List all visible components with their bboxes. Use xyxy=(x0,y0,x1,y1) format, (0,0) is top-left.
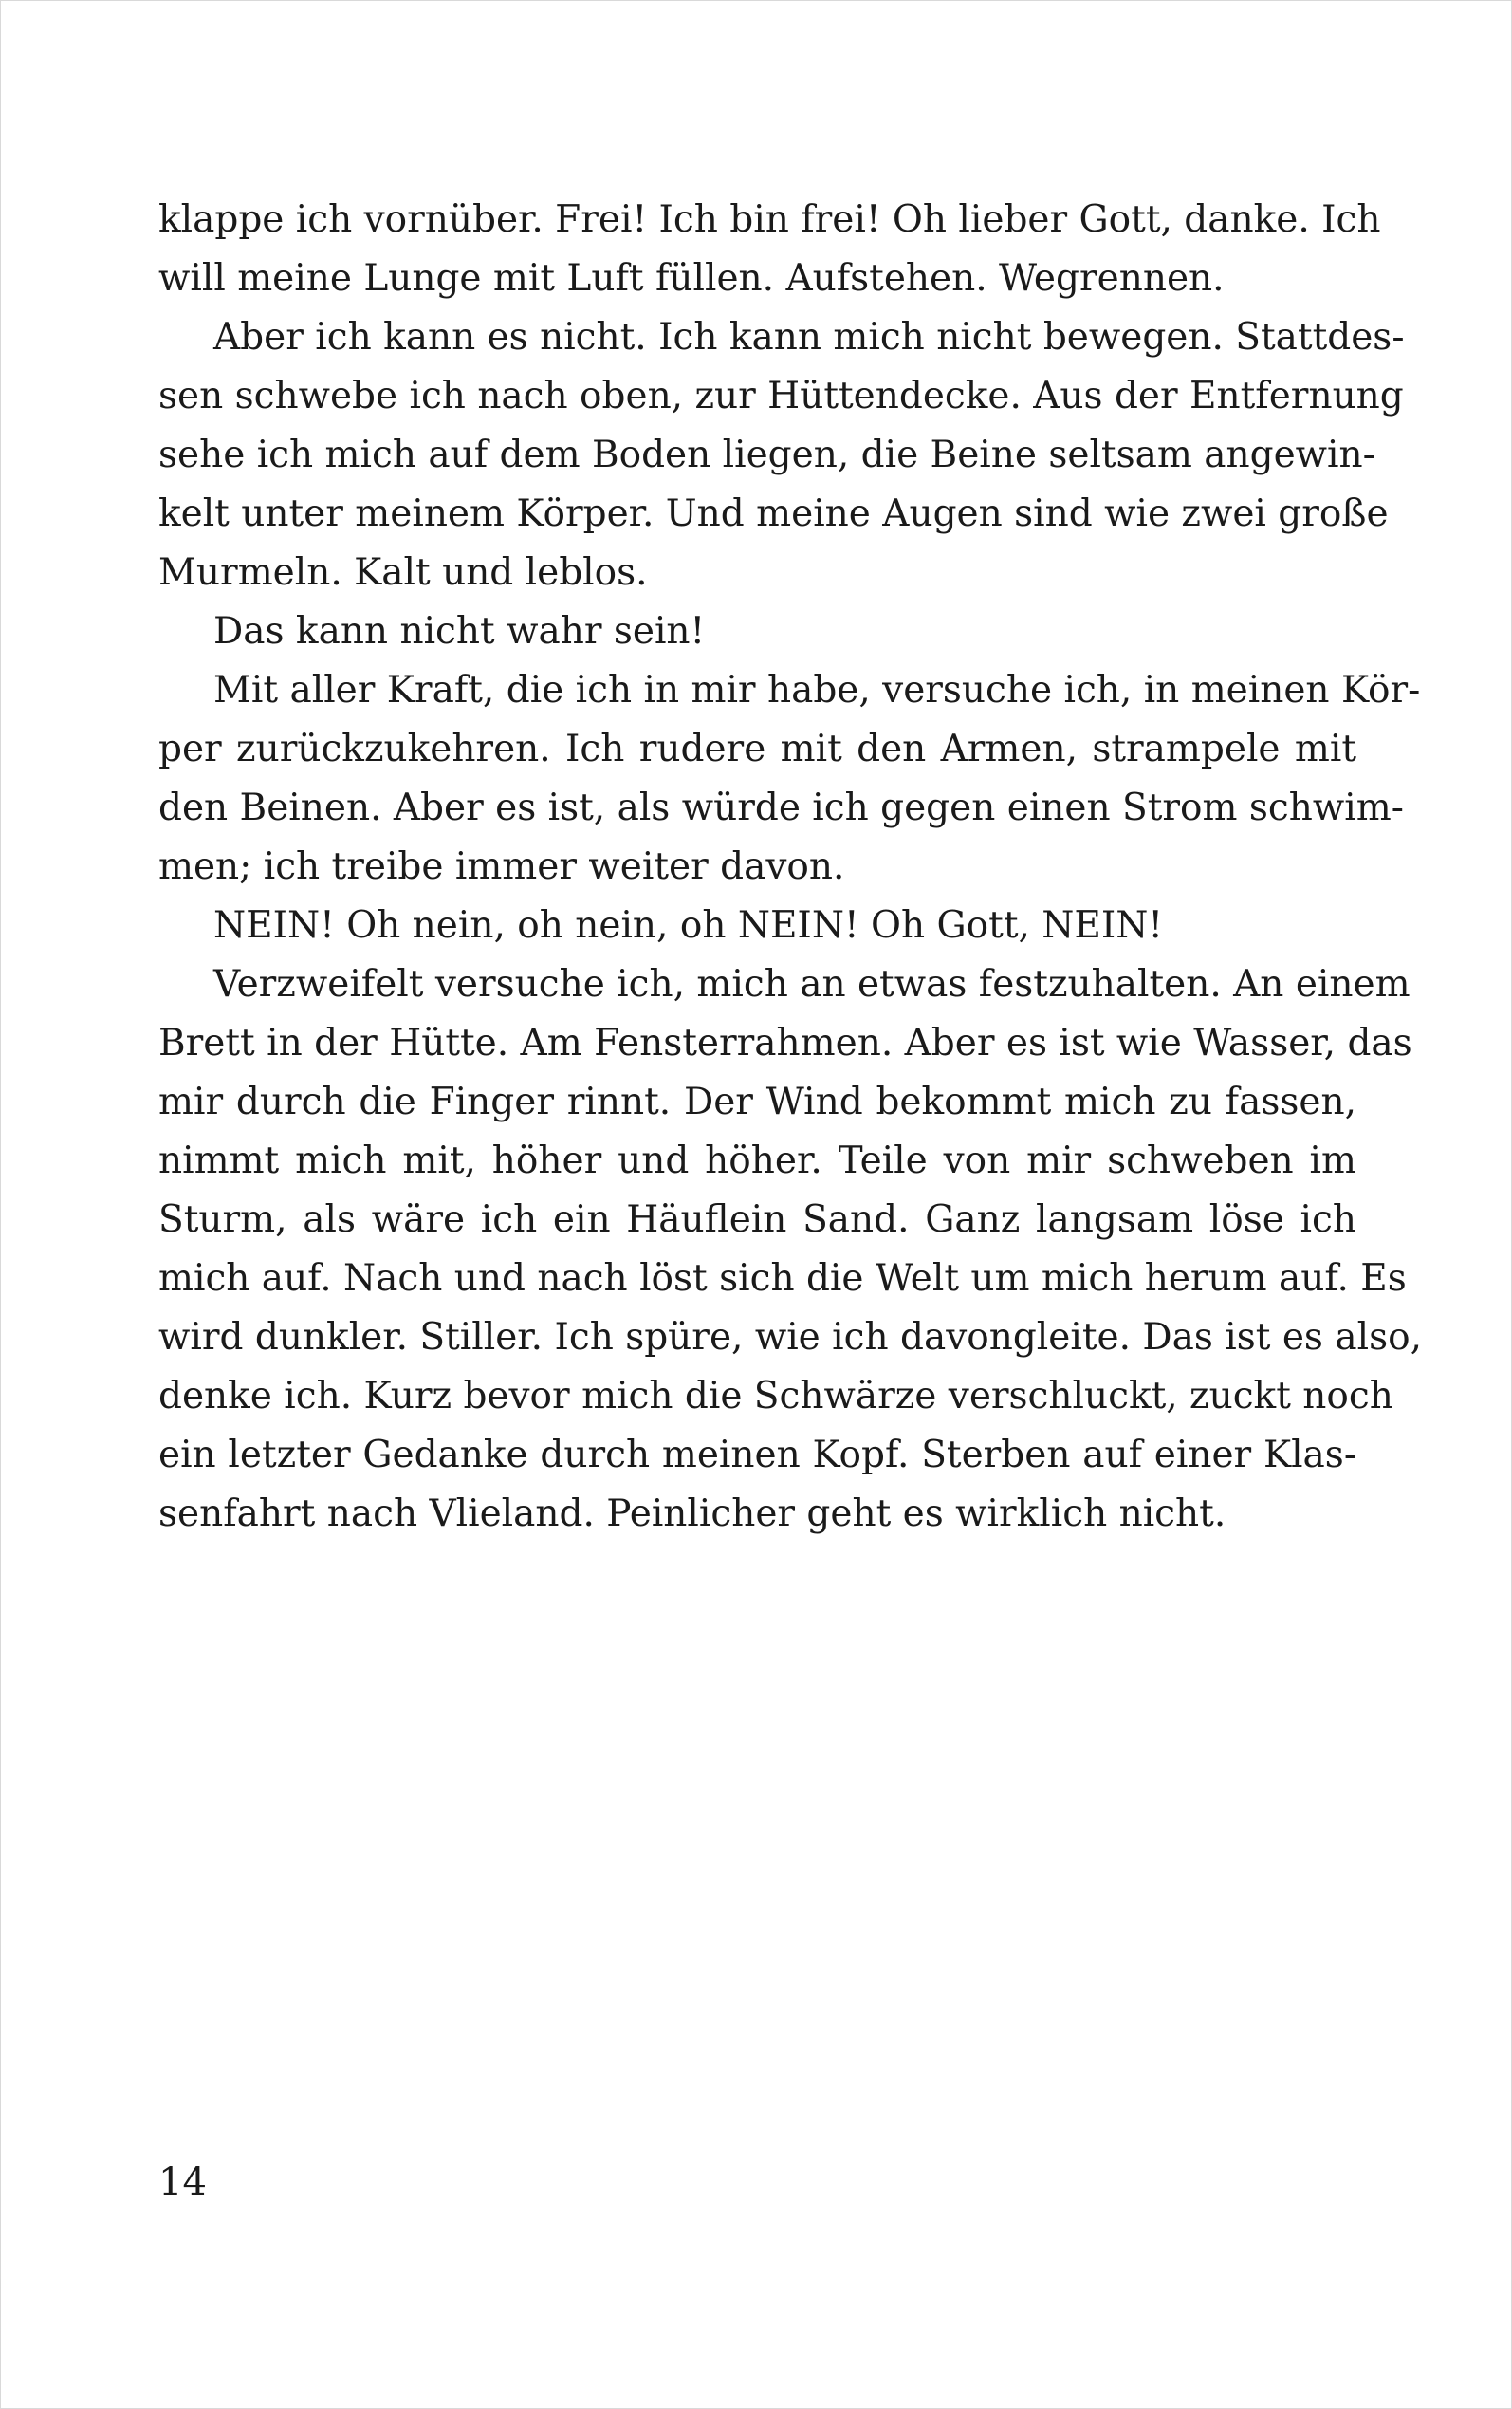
page-number: 14 xyxy=(158,2160,207,2204)
text-line: sen schwebe ich nach oben, zur Hüttendecke. Aus der Entfernung xyxy=(158,375,1404,417)
text-line: Brett in der Hütte. Am Fensterrahmen. Aber es ist wie Wasser, das xyxy=(158,1022,1412,1065)
text-line: klappe ich vornüber. Frei! Ich bin frei! Oh lieber Gott, danke. Ich xyxy=(158,198,1381,241)
body-text xyxy=(158,191,1422,1544)
text-line: senfahrt nach Vlieland. Peinlicher geht es wirklich nicht. xyxy=(158,1492,1226,1535)
text-line: NEIN! Oh nein, oh nein, oh NEIN! Oh Gott, NEIN! xyxy=(213,904,1164,947)
text-line: denke ich. Kurz bevor mich die Schwärze verschluckt, zuckt noch xyxy=(158,1375,1393,1418)
text-line: kelt unter meinem Körper. Und meine Augen sind wie zwei große xyxy=(158,492,1389,535)
text-line: will meine Lunge mit Luft füllen. Aufstehen. Wegrennen. xyxy=(158,257,1225,300)
text-line: sehe ich mich auf dem Boden liegen, die Beine seltsam angewin- xyxy=(158,434,1375,476)
text-line: wird dunkler. Stiller. Ich spüre, wie ich davongleite. Das ist es also, xyxy=(158,1316,1422,1359)
text-line: mir durch die Finger rinnt. Der Wind bekommt mich zu fassen, xyxy=(158,1081,1356,1123)
text-line: per zurückzukehren. Ich rudere mit den Armen, strampele mit xyxy=(158,728,1356,770)
text-line: Mit aller Kraft, die ich in mir habe, versuche ich, in meinen Kör- xyxy=(213,669,1421,712)
text-line: Verzweifelt versuche ich, mich an etwas festzuhalten. An einem xyxy=(213,963,1411,1006)
text-line: Murmeln. Kalt und leblos. xyxy=(158,551,648,594)
text-line: ein letzter Gedanke durch meinen Kopf. Sterben auf einer Klas- xyxy=(158,1434,1356,1476)
text-line: men; ich treibe immer weiter davon. xyxy=(158,845,845,888)
text-line: mich auf. Nach und nach löst sich die Welt um mich herum auf. Es xyxy=(158,1257,1407,1300)
text-line: Das kann nicht wahr sein! xyxy=(213,610,706,653)
text-line: den Beinen. Aber es ist, als würde ich gegen einen Strom schwim- xyxy=(158,787,1404,829)
text-line: Sturm, als wäre ich ein Häuflein Sand. Ganz langsam löse ich xyxy=(158,1198,1356,1241)
text-line: Aber ich kann es nicht. Ich kann mich nicht bewegen. Stattdes- xyxy=(213,316,1405,359)
text-line: nimmt mich mit, höher und höher. Teile von mir schweben im xyxy=(158,1140,1356,1182)
